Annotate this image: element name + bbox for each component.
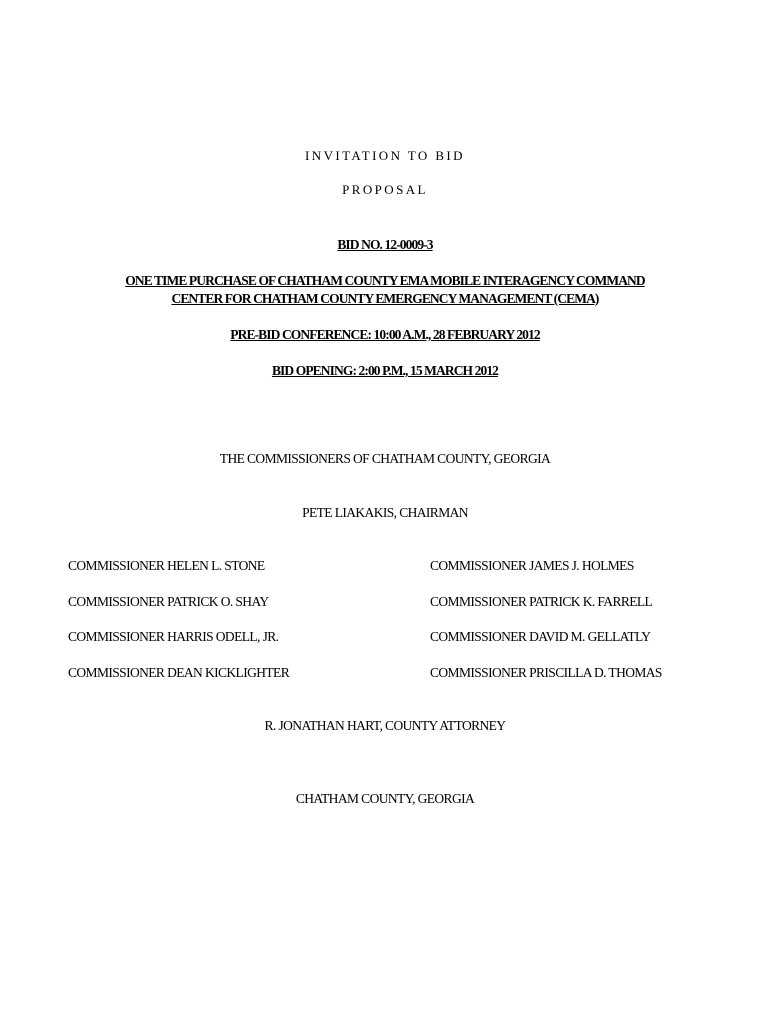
- proposal-heading: PROPOSAL: [342, 182, 428, 197]
- commissioner-left-4: COMMISSIONER DEAN KICKLIGHTER: [68, 665, 290, 680]
- prebid-conference: PRE-BID CONFERENCE: 10:00 A.M., 28 FEBRUARY 2012: [230, 327, 540, 342]
- commissioner-right-3: COMMISSIONER DAVID M. GELLATLY: [430, 629, 651, 644]
- commissioners-heading: THE COMMISSIONERS OF CHATHAM COUNTY, GEORGIA: [219, 451, 551, 466]
- bid-title-line-2: CENTER FOR CHATHAM COUNTY EMERGENCY MANAGEMENT (CEMA): [171, 291, 599, 306]
- bid-number: BID NO. 12-0009-3: [337, 237, 433, 252]
- commissioner-right-2: COMMISSIONER PATRICK K. FARRELL: [430, 594, 653, 609]
- commissioner-right-4: COMMISSIONER PRISCILLA D. THOMAS: [430, 665, 662, 680]
- commissioner-left-1: COMMISSIONER HELEN L. STONE: [68, 558, 265, 573]
- commissioner-left-3: COMMISSIONER HARRIS ODELL, JR.: [68, 629, 279, 644]
- commissioner-left-2: COMMISSIONER PATRICK O. SHAY: [68, 594, 269, 609]
- invitation-heading: INVITATION TO BID: [305, 148, 465, 163]
- bid-opening: BID OPENING: 2:00 P.M., 15 MARCH 2012: [271, 363, 499, 378]
- county-attorney: R. JONATHAN HART, COUNTY ATTORNEY: [264, 718, 506, 733]
- commissioner-right-1: COMMISSIONER JAMES J. HOLMES: [430, 558, 634, 573]
- county-footer: CHATHAM COUNTY, GEORGIA: [295, 791, 475, 806]
- chairman: PETE LIAKAKIS, CHAIRMAN: [302, 505, 468, 520]
- bid-title-line-1: ONE TIME PURCHASE OF CHATHAM COUNTY EMA MOBILE INTERAGENCY COMMAND: [125, 273, 645, 288]
